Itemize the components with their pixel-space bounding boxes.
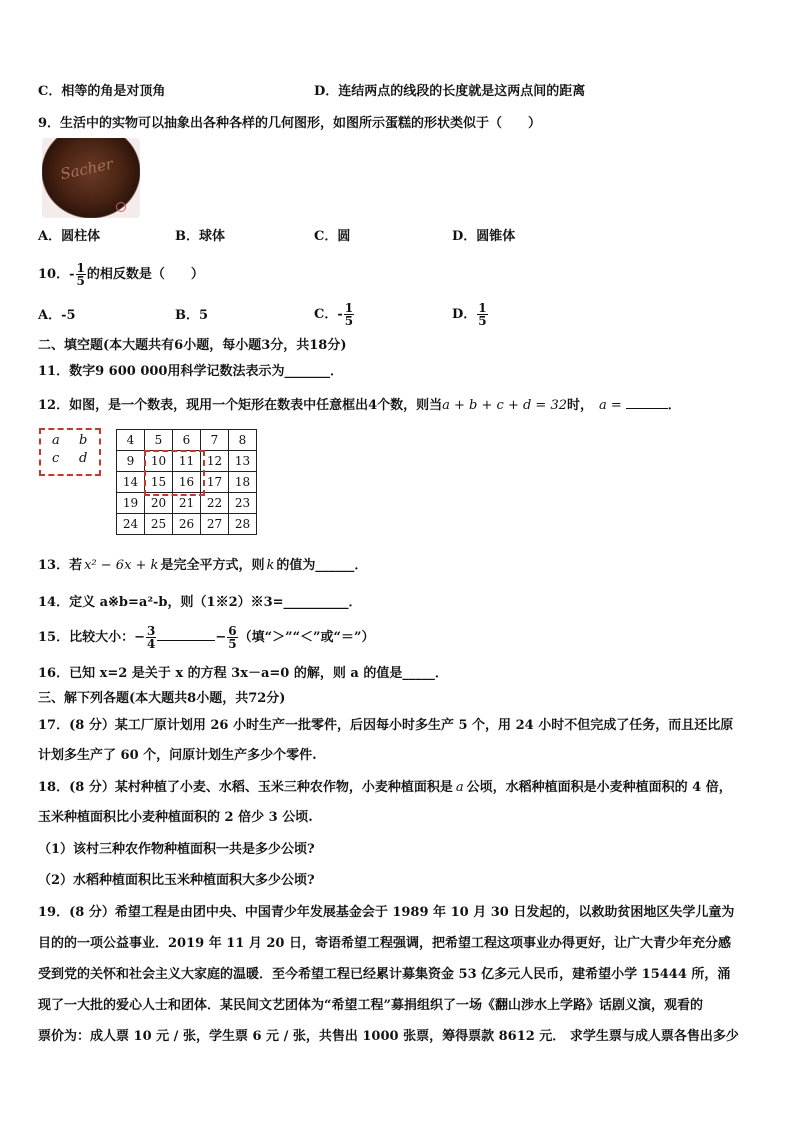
q10-option-b: B．5 bbox=[175, 308, 209, 323]
q19-line-3: 受到党的关怀和社会主义大家庭的温暖．至今希望工程已经累计募集资金 53 亿多元人民币，建希望小学 15444 所，涌 bbox=[38, 967, 731, 982]
q18-sub-2: （2）水稻种植面积比玉米种植面积大多少公顷? bbox=[38, 873, 315, 888]
table-row: 4 5 6 7 8 bbox=[117, 430, 257, 451]
q17-line-1: 17．(8 分）某工厂原计划用 26 小时生产一批零件，后因每小时多生产 5 个，用 24 小时不但完成了任务，而且还比原 bbox=[38, 718, 734, 733]
watermark-icon bbox=[116, 202, 126, 212]
table-row: 24 25 26 27 28 bbox=[117, 514, 257, 535]
q18-sub-1: （1）该村三种农作物种植面积一共是多少公顷? bbox=[38, 842, 315, 857]
q11: 11．数字9 600 000用科学记数法表示为_______． bbox=[38, 364, 343, 379]
section-3-heading: 三、解下列各题(本大题共8小题，共72分) bbox=[38, 691, 286, 706]
q9-option-a: A．圆柱体 bbox=[38, 229, 101, 244]
q9-option-b: B．球体 bbox=[175, 229, 225, 244]
table-row: 9 10 11 12 13 bbox=[117, 451, 257, 472]
small-dashed-box: a b c d bbox=[39, 428, 101, 476]
q10-tail: 的相反数是（ ） bbox=[86, 267, 204, 282]
cake-image bbox=[42, 138, 140, 218]
q10-fraction: $\frac{1}{5}$ bbox=[76, 261, 85, 288]
table-row: 19 20 21 22 23 bbox=[117, 493, 257, 514]
section-2-heading: 二、填空题(本大题共有6小题，每小题3分，共18分) bbox=[38, 338, 347, 353]
q19-line-1: 19．(8 分）希望工程是由团中央、中国青少年发展基金会于 1989 年 10 月 30 日发起的，以救助贫困地区失学儿童为 bbox=[38, 905, 735, 920]
q9-option-d: D．圆锥体 bbox=[452, 229, 516, 244]
q19-line-5: 票价为：成人票 10 元 / 张，学生票 6 元 / 张，共售出 1000 张票，筹得票款 8612 元． 求学生票与成人票各售出多少 bbox=[38, 1029, 739, 1044]
q18-line-1: 18．(8 分）某村种植了小麦、水稻、玉米三种农作物，小麦种植面积是 a 公顷，水稻种植面积是小麦种植面积的 4 倍， bbox=[38, 780, 732, 795]
q8-option-d: D．连结两点的线段的长度就是这两点间的距离 bbox=[314, 84, 586, 99]
cake-lettering: Sacher bbox=[58, 154, 115, 184]
q15: 15．比较大小：− $\frac{3}{4}$ − $\frac{6}{5}$ （填“＞”“＜”或“＝”） bbox=[38, 624, 375, 651]
q13: 13．若 x² − 6x + k 是完全平方式，则 k 的值为______． bbox=[38, 558, 368, 573]
q19-line-4: 现了一大批的爱心人士和团体．某民间文艺团体为“希望工程”募捐组织了一场《翻山涉水上学路》话剧义演，观看的 bbox=[38, 998, 703, 1013]
q12-stem: 12．如图，是一个数表，现用一个矩形在数表中任意框出4个数，则当a + b + c + d = 32时， a = ． bbox=[38, 394, 681, 416]
q19-line-2: 目的的一项公益事业．2019 年 11 月 20 日，寄语希望工程强调，把希望工程这项事业办得更好，让广大青少年充分感 bbox=[38, 936, 731, 951]
q18-line-2: 玉米种植面积比小麦种植面积的 2 倍少 3 公顷. bbox=[38, 810, 313, 825]
q9-stem: 9．生活中的实物可以抽象出各种各样的几何图形，如图所示蛋糕的形状类似于（ ） bbox=[38, 116, 542, 131]
q9-option-c: C．圆 bbox=[314, 229, 351, 244]
q10-option-c: C．- $\frac{1}{5}$ bbox=[314, 301, 354, 328]
q10-option-a: A．-5 bbox=[38, 308, 76, 323]
q8-option-c: C．相等的角是对顶角 bbox=[38, 84, 166, 99]
q10-option-d: D． $\frac{1}{5}$ bbox=[452, 301, 487, 328]
q17-line-2: 计划多生产了 60 个，问原计划生产多少个零件. bbox=[38, 748, 317, 763]
q16: 16．已知 x=2 是关于 x 的方程 3x－a=0 的解，则 a 的值是_____． bbox=[38, 666, 448, 681]
q10-stem bbox=[38, 262, 204, 288]
q14: 14．定义 a※b=a²-b，则（1※2）※3=__________． bbox=[38, 595, 362, 610]
q10-sign: - bbox=[69, 267, 75, 282]
grid-dashed-box bbox=[144, 450, 205, 496]
table-row: 14 15 16 17 18 bbox=[117, 472, 257, 493]
q10-number: 10． bbox=[38, 267, 70, 282]
